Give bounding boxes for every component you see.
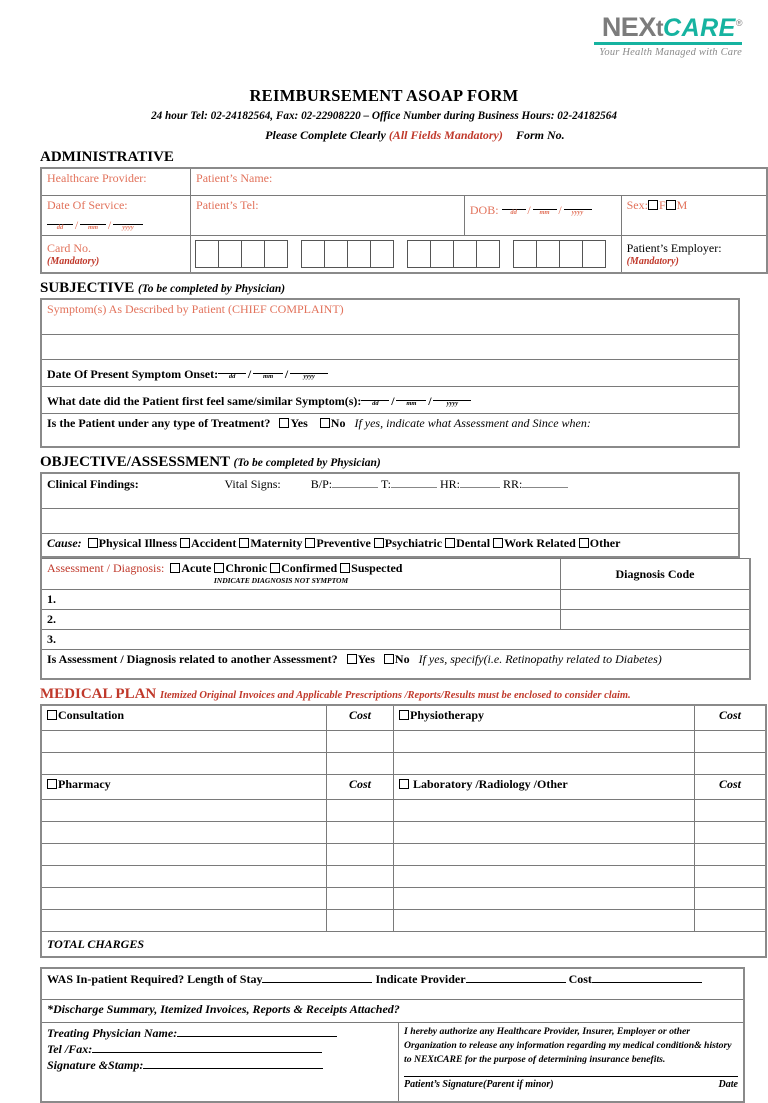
card-group-4[interactable]	[514, 240, 606, 268]
treatment-no-label: No	[330, 416, 346, 430]
checkbox-physiotherapy[interactable]	[399, 710, 409, 720]
checkbox-cause-psychiatric[interactable]	[374, 538, 384, 548]
checkbox-consultation[interactable]	[47, 710, 57, 720]
related-no-label: No	[394, 652, 410, 666]
rr-label: RR:	[503, 477, 523, 491]
assessment-option-label: Acute	[181, 561, 212, 575]
pharmacy-cost-cell[interactable]	[327, 888, 394, 910]
pharmacy-cost-cell[interactable]	[327, 800, 394, 822]
related-assessment-cell[interactable]	[41, 650, 750, 680]
pharmacy-item-cell[interactable]	[41, 866, 327, 888]
laboratory-item-cell[interactable]	[394, 888, 695, 910]
checkbox-related-yes[interactable]	[347, 654, 357, 664]
physician-name-label: Treating Physician Name:	[47, 1026, 178, 1040]
all-fields-mandatory-label: (All Fields Mandatory)	[388, 128, 503, 142]
assessment-option-label: Confirmed	[281, 561, 338, 575]
laboratory-item-cell[interactable]	[394, 866, 695, 888]
logo-underline-bar	[594, 42, 742, 45]
laboratory-cost-cell[interactable]	[695, 844, 767, 866]
physiotherapy-cost-cell[interactable]	[695, 731, 767, 753]
checkbox-laboratory[interactable]	[399, 779, 409, 789]
dob-cell[interactable]	[464, 196, 621, 236]
checkbox-cause-dental[interactable]	[445, 538, 455, 548]
table-row	[41, 753, 766, 775]
checkbox-cause-maternity[interactable]	[239, 538, 249, 548]
objective-title: OBJECTIVE/ASSESSMENT	[40, 454, 230, 470]
laboratory-cost-cell[interactable]	[695, 822, 767, 844]
discharge-summary-cell[interactable]: *Discharge Summary, Itemized Invoices, Reports & Receipts Attached?	[41, 1000, 744, 1023]
sex-cell[interactable]	[621, 196, 767, 236]
date-of-service-input[interactable]: dd / mm / yyyy	[47, 213, 143, 233]
please-complete-label: Please Complete Clearly	[265, 128, 386, 142]
logo-tagline: Your Health Managed with Care	[599, 47, 742, 58]
patient-name-cell[interactable]: Patient’s Name:	[191, 168, 767, 196]
cause-option-label: Physical Illness	[98, 536, 178, 550]
pharmacy-item-cell[interactable]	[41, 822, 327, 844]
physiotherapy-item-cell[interactable]	[394, 753, 695, 775]
medical-plan-title: MEDICAL PLAN	[40, 686, 157, 702]
first-felt-symptom-input[interactable]: dd / mm / yyyy	[361, 389, 471, 409]
physiotherapy-cost-cell[interactable]	[695, 753, 767, 775]
table-row	[41, 650, 750, 680]
table-row	[41, 299, 739, 335]
checkbox-treatment-yes[interactable]	[279, 418, 289, 428]
checkbox-cause-accident[interactable]	[180, 538, 190, 548]
tel-fax-row[interactable]	[47, 1041, 393, 1057]
table-row	[41, 932, 766, 958]
treatment-yes-label: Yes	[290, 416, 308, 430]
checkbox-assessment-acute[interactable]	[170, 563, 180, 573]
employer-mandatory-label: (Mandatory)	[626, 256, 679, 267]
table-row	[41, 168, 767, 196]
table-row	[41, 775, 766, 800]
instruction-row	[0, 128, 768, 143]
assessment-option-label: Suspected	[351, 561, 403, 575]
sex-male-label: M	[676, 198, 688, 212]
card-group-2[interactable]	[302, 240, 394, 268]
subjective-note: (To be completed by Physician)	[137, 283, 286, 295]
diagnosis-code-header: Diagnosis Code	[561, 559, 751, 590]
table-row	[41, 387, 739, 414]
patient-employer-label: Patient’s Employer:	[626, 241, 722, 255]
card-box[interactable]	[218, 240, 242, 268]
pharmacy-cost-cell[interactable]	[327, 844, 394, 866]
table-row	[41, 236, 767, 274]
card-box[interactable]	[476, 240, 500, 268]
section-header-administrative	[40, 149, 768, 166]
objective-table	[40, 472, 740, 558]
patient-tel-cell[interactable]: Patient’s Tel:	[191, 196, 465, 236]
vital-signs-label: Vital Signs:	[224, 477, 281, 491]
table-row	[41, 473, 739, 509]
logo-text-t: t	[655, 15, 664, 41]
chief-complaint-blank-cell[interactable]	[41, 335, 739, 360]
related-assessment-hint: If yes, specify(i.e. Retinopathy related to Diabetes)	[418, 652, 662, 666]
card-box[interactable]	[513, 240, 537, 268]
card-box[interactable]	[370, 240, 394, 268]
pharmacy-cost-cell[interactable]	[327, 866, 394, 888]
card-no-mandatory-label: (Mandatory)	[47, 256, 100, 267]
first-felt-symptom-cell[interactable]	[41, 387, 739, 414]
card-group-1[interactable]	[196, 240, 288, 268]
table-row	[41, 335, 739, 360]
laboratory-item-cell[interactable]	[394, 800, 695, 822]
registered-mark-icon: ®	[735, 18, 742, 28]
diagnosis-row-1-cell[interactable]: 1.	[41, 590, 561, 610]
laboratory-label: Laboratory /Radiology /Other	[413, 777, 568, 791]
section-header-objective	[40, 454, 768, 471]
inpatient-label: WAS In-patient Required? Length of Stay	[47, 972, 263, 986]
table-row	[41, 800, 766, 822]
card-box[interactable]	[324, 240, 348, 268]
medical-plan-note: Itemized Original Invoices and Applicable Prescriptions /Reports/Results must be enclosed to consider claim.	[160, 690, 631, 701]
patient-employer-cell[interactable]	[621, 236, 767, 274]
pharmacy-cost-cell[interactable]	[327, 822, 394, 844]
card-no-cell	[41, 236, 191, 274]
subjective-table	[40, 298, 740, 448]
total-charges-cell[interactable]: TOTAL CHARGES	[41, 932, 766, 958]
administrative-title: ADMINISTRATIVE	[40, 149, 174, 165]
medical-plan-table	[40, 704, 767, 958]
indicate-provider-label: Indicate Provider	[375, 972, 466, 986]
table-row	[41, 360, 739, 387]
checkbox-cause-physical-illness[interactable]	[88, 538, 98, 548]
patient-signature-label: Patient’s Signature(Parent if minor)	[404, 1079, 554, 1091]
pharmacy-label: Pharmacy	[58, 777, 111, 791]
symptom-onset-cell[interactable]	[41, 360, 739, 387]
diagnosis-code-2-cell[interactable]	[561, 610, 751, 630]
administrative-table	[40, 167, 768, 274]
diagnosis-row-2-cell[interactable]: 2.	[41, 610, 561, 630]
assessment-option-label: Chronic	[225, 561, 268, 575]
table-row	[41, 1000, 744, 1023]
table-row	[41, 888, 766, 910]
authorization-cell	[399, 1023, 745, 1103]
symptom-onset-input[interactable]: dd / mm / yyyy	[218, 362, 328, 382]
table-row	[41, 610, 750, 630]
consultation-header-cell[interactable]	[41, 705, 327, 731]
pharmacy-cost-header: Cost	[327, 775, 394, 800]
card-box[interactable]	[536, 240, 560, 268]
checkbox-cause-other[interactable]	[579, 538, 589, 548]
laboratory-item-cell[interactable]	[394, 910, 695, 932]
dob-input[interactable]: dd / mm / yyyy	[502, 198, 592, 218]
section-header-medical-plan	[40, 686, 768, 703]
diagnosis-row-3-cell[interactable]: 3.	[41, 630, 750, 650]
checkbox-related-no[interactable]	[384, 654, 394, 664]
inpatient-cell[interactable]	[41, 968, 744, 1000]
table-row	[41, 866, 766, 888]
footer-table	[40, 967, 745, 1103]
clinical-findings-blank-cell[interactable]	[41, 509, 739, 534]
inpatient-cost-label: Cost	[568, 972, 592, 986]
card-number-boxes-cell[interactable]	[191, 236, 622, 274]
cause-option-label: Dental	[456, 536, 491, 550]
tel-fax-label: Tel /Fax:	[47, 1042, 93, 1057]
consultation-item-cell[interactable]	[41, 731, 327, 753]
logo-text-nex: NEX	[601, 12, 656, 42]
assessment-table	[40, 558, 751, 680]
signature-date-label: Date	[718, 1079, 738, 1091]
under-treatment-cell[interactable]	[41, 414, 739, 448]
checkbox-assessment-confirmed[interactable]	[270, 563, 280, 573]
cause-option-label: Psychiatric	[384, 536, 443, 550]
card-box[interactable]	[453, 240, 477, 268]
logo-text-care: CARE	[663, 14, 736, 42]
symptom-onset-label: Date Of Present Symptom Onset:	[47, 367, 219, 381]
table-row	[41, 630, 750, 650]
indicate-diagnosis-note: INDICATE DIAGNOSIS NOT SYMPTOM	[213, 576, 349, 585]
cause-option-label: Preventive	[316, 536, 371, 550]
clinical-findings-label: Clinical Findings:	[47, 477, 139, 491]
table-row	[41, 822, 766, 844]
cause-option-label: Other	[589, 536, 621, 550]
laboratory-cost-header: Cost	[695, 775, 767, 800]
consultation-cost-cell[interactable]	[327, 731, 394, 753]
related-yes-label: Yes	[357, 652, 375, 666]
consultation-cost-cell[interactable]	[327, 753, 394, 775]
physiotherapy-header-cell[interactable]	[394, 705, 695, 731]
diagnosis-code-1-cell[interactable]	[561, 590, 751, 610]
dob-label: DOB:	[469, 203, 499, 217]
card-number-input[interactable]	[196, 238, 616, 270]
laboratory-item-cell[interactable]	[394, 822, 695, 844]
card-box[interactable]	[241, 240, 265, 268]
table-row	[41, 559, 750, 590]
table-row	[41, 844, 766, 866]
card-box[interactable]	[264, 240, 288, 268]
page-title: REIMBURSEMENT ASOAP FORM	[249, 86, 519, 105]
assessment-diagnosis-label: Assessment / Diagnosis:	[47, 561, 165, 575]
physician-name-row[interactable]	[47, 1025, 393, 1041]
patient-signature-line[interactable]	[404, 1076, 738, 1077]
hr-label: HR:	[440, 477, 461, 491]
card-box[interactable]	[195, 240, 219, 268]
table-row	[41, 509, 739, 534]
nextcare-logo	[552, 14, 742, 58]
date-of-service-label: Date Of Service:	[47, 198, 128, 212]
checkbox-sex-male[interactable]	[666, 200, 676, 210]
section-header-subjective	[40, 280, 768, 297]
laboratory-cost-cell[interactable]	[695, 866, 767, 888]
pharmacy-item-cell[interactable]	[41, 888, 327, 910]
date-of-service-cell[interactable]	[41, 196, 191, 236]
checkbox-cause-preventive[interactable]	[305, 538, 315, 548]
card-box[interactable]	[430, 240, 454, 268]
table-row	[41, 590, 750, 610]
bp-label: B/P:	[310, 477, 333, 491]
form-no-label: Form No.	[516, 128, 565, 142]
sex-female-label: F	[658, 198, 666, 212]
card-box[interactable]	[407, 240, 431, 268]
chief-complaint-cell[interactable]: Symptom(s) As Described by Patient (CHIEF COMPLAINT)	[41, 299, 739, 335]
laboratory-cost-cell[interactable]	[695, 800, 767, 822]
table-row	[41, 910, 766, 932]
card-box[interactable]	[347, 240, 371, 268]
contact-line: 24 hour Tel: 02-24182564, Fax: 02-22908220 – Office Number during Business Hours: 02-24182564	[151, 110, 617, 122]
cause-cell[interactable]	[41, 534, 739, 558]
subjective-title: SUBJECTIVE	[40, 280, 135, 296]
healthcare-provider-cell[interactable]: Healthcare Provider:	[41, 168, 191, 196]
authorization-text: I hereby authorize any Healthcare Provider, Insurer, Employer or other Organization to release any information regarding my medical condition& history to NEXtCARE for the purpose of determining insurance benefits.	[404, 1026, 732, 1066]
related-assessment-label: Is Assessment / Diagnosis related to another Assessment?	[47, 652, 338, 666]
sex-label: Sex:	[626, 198, 648, 212]
card-group-3[interactable]	[408, 240, 500, 268]
treatment-hint: If yes, indicate what Assessment and Since when:	[354, 416, 591, 430]
pharmacy-cost-cell[interactable]	[327, 910, 394, 932]
checkbox-cause-work-related[interactable]	[493, 538, 503, 548]
laboratory-cost-cell[interactable]	[695, 888, 767, 910]
objective-note: (To be completed by Physician)	[233, 457, 381, 469]
clinical-findings-cell[interactable]	[41, 473, 739, 509]
cause-label: Cause:	[47, 536, 82, 550]
signature-labels-row	[404, 1079, 738, 1090]
logo-wordmark	[594, 14, 742, 45]
card-box[interactable]	[559, 240, 583, 268]
signature-stamp-label: Signature &Stamp:	[47, 1058, 144, 1073]
cause-option-label: Maternity	[250, 536, 303, 550]
t-label: T:	[380, 477, 392, 491]
checkbox-assessment-chronic[interactable]	[214, 563, 224, 573]
table-row	[41, 968, 744, 1000]
checkbox-assessment-suspected[interactable]	[340, 563, 350, 573]
first-felt-symptom-label: What date did the Patient first feel same/similar Symptom(s):	[47, 394, 362, 408]
pharmacy-item-cell[interactable]	[41, 844, 327, 866]
pharmacy-item-cell[interactable]	[41, 800, 327, 822]
table-row	[41, 731, 766, 753]
consultation-item-cell[interactable]	[41, 753, 327, 775]
consultation-cost-header: Cost	[327, 705, 394, 731]
signature-stamp-row[interactable]	[47, 1057, 393, 1073]
laboratory-header-cell[interactable]	[394, 775, 695, 800]
laboratory-cost-cell[interactable]	[695, 910, 767, 932]
physiotherapy-label: Physiotherapy	[410, 708, 485, 722]
cause-option-label: Work Related	[504, 536, 576, 550]
physiotherapy-item-cell[interactable]	[394, 731, 695, 753]
card-box[interactable]	[301, 240, 325, 268]
checkbox-sex-female[interactable]	[648, 200, 658, 210]
treating-physician-cell[interactable]	[41, 1023, 399, 1103]
pharmacy-item-cell[interactable]	[41, 910, 327, 932]
table-row	[41, 534, 739, 558]
consultation-label: Consultation	[58, 708, 125, 722]
under-treatment-label: Is the Patient under any type of Treatment?	[47, 416, 271, 430]
table-row	[41, 414, 739, 448]
laboratory-item-cell[interactable]	[394, 844, 695, 866]
cause-option-label: Accident	[191, 536, 237, 550]
table-row	[41, 705, 766, 731]
checkbox-treatment-no[interactable]	[320, 418, 330, 428]
physiotherapy-cost-header: Cost	[695, 705, 767, 731]
table-row	[41, 1023, 744, 1103]
checkbox-pharmacy[interactable]	[47, 779, 57, 789]
card-no-label: Card No.	[47, 241, 91, 255]
table-row	[41, 196, 767, 236]
assessment-diagnosis-cell[interactable]	[41, 559, 561, 590]
card-box[interactable]	[582, 240, 606, 268]
pharmacy-header-cell[interactable]	[41, 775, 327, 800]
